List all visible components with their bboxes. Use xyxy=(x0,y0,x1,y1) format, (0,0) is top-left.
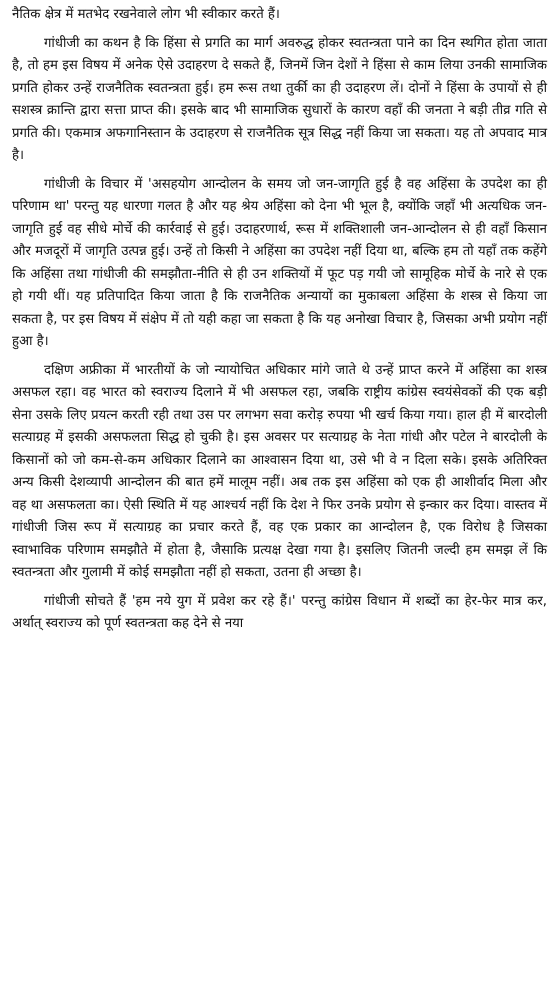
paragraph-5: गांधीजी सोचते हैं 'हम नये युग में प्रवेश कर रहे हैं।' परन्तु कांग्रेस विधान में शब्दों का हेर-फेर मात्र कर, अर्थात् स्वराज्य को पूर्ण स्वतन्त्रता कह देने से नया xyxy=(12,593,547,631)
paragraph-2: गांधीजी का कथन है कि हिंसा से प्रगति का मार्ग अवरुद्ध होकर स्वतन्त्रता पाने का दिन स्थगित होता जाता है, तो हम इस विषय में अनेक ऐसे उदाहरण दे सकते हैं, जिनमें जिन देशों ने हिंसा से काम लिया उनकी सामाजिक प्रगति होकर उन्हें राजनैतिक स्वतन्त्रता हुई। हम रूस तथा तुर्की का ही उदाहरण लें। दोनों ने हिंसा के उपायों से ही सशस्त्र क्रान्ति द्वारा सत्ता प्राप्त की। इसके बाद भी सामाजिक सुधारों के कारण वहाँ की जनता ने बड़ी तीव्र गति से प्रगति की। एकमात्र अफगानिस्तान के उदाहरण से राजनैतिक सूत्र सिद्ध नहीं किया जा सकता। यह तो अपवाद मात्र है। xyxy=(12,35,547,163)
paragraph-3: गांधीजी के विचार में 'असहयोग आन्दोलन के समय जो जन-जागृति हुई है वह अहिंसा के उपदेश का ही परिणाम था' परन्तु यह धारणा गलत है और यह श्रेय अहिंसा को देना भी भूल है, क्योंकि जहाँ भी अत्यधिक जन-जागृति हुई वह सीधे मोर्चे की कार्रवाई से हुई। उदाहरणार्थ, रूस में शक्तिशाली जन-आन्दोलन से ही वहाँ किसान और मजदूरों में जागृति उत्पन्न हुई। उन्हें तो किसी ने अहिंसा का उपदेश नहीं दिया था, बल्कि हम तो यहाँ तक कहेंगे कि अहिंसा तथा गांधीजी की समझौता-नीति से ही उन शक्तियों में फूट पड़ गयी जो सामूहिक मोर्चे के नारे से एक हो गयी थीं। यह प्रतिपादित किया जाता है कि राजनैतिक अन्यायों का मुकाबला अहिंसा के शस्त्र से किया जा सकता है, पर इस विषय में संक्षेप में तो यही कहा जा सकता है कि यह अनोखा विचार है, जिसका अभी प्रयोग नहीं हुआ है। xyxy=(12,176,547,349)
paragraph-1: नैतिक क्षेत्र में मतभेद रखनेवाले लोग भी स्वीकार करते हैं। xyxy=(12,7,280,22)
paragraph-4: दक्षिण अफ्रीका में भारतीयों के जो न्यायोचित अधिकार मांगे जाते थे उन्हें प्राप्त करने में अहिंसा का शस्त्र असफल रहा। वह भारत को स्वराज्य दिलाने में भी असफल रहा, जबकि राष्ट्रीय कांग्रेस स्वयंसेवकों की एक बड़ी सेना उसके लिए प्रयत्न करती रही तथा उस पर लगभग सवा करोड़ रुपया भी खर्च किया गया। हाल ही में बारदोली सत्याग्रह में इसकी असफलता सिद्ध हो चुकी है। इस अवसर पर सत्याग्रह के नेता गांधी और पटेल ने बारदोली के किसानों को जो कम-से-कम अधिकार दिलाने का आश्वासन दिया था, उसे भी वे न दिला सके। इसके अतिरिक्त अन्य किसी देशव्यापी आन्दोलन की बात हमें मालूम नहीं। अब तक इस अहिंसा को एक ही आशीर्वाद मिला और वह था असफलता का। ऐसी स्थिति में यह आश्चर्य नहीं कि देश ने फिर उनके प्रयोग से इन्कार कर दिया। वास्तव में गांधीजी जिस रूप में सत्याग्रह का प्रचार करते हैं, वह एक प्रकार का आन्दोलन है, एक विरोध है जिसका स्वाभाविक परिणाम समझौते में होता है, जैसाकि प्रत्यक्ष देखा गया है। इसलिए जितनी जल्दी हम समझ लें कि स्वतन्त्रता और गुलामी में कोई समझौता नहीं हो सकता, उतना ही अच्छा है। xyxy=(12,362,547,580)
